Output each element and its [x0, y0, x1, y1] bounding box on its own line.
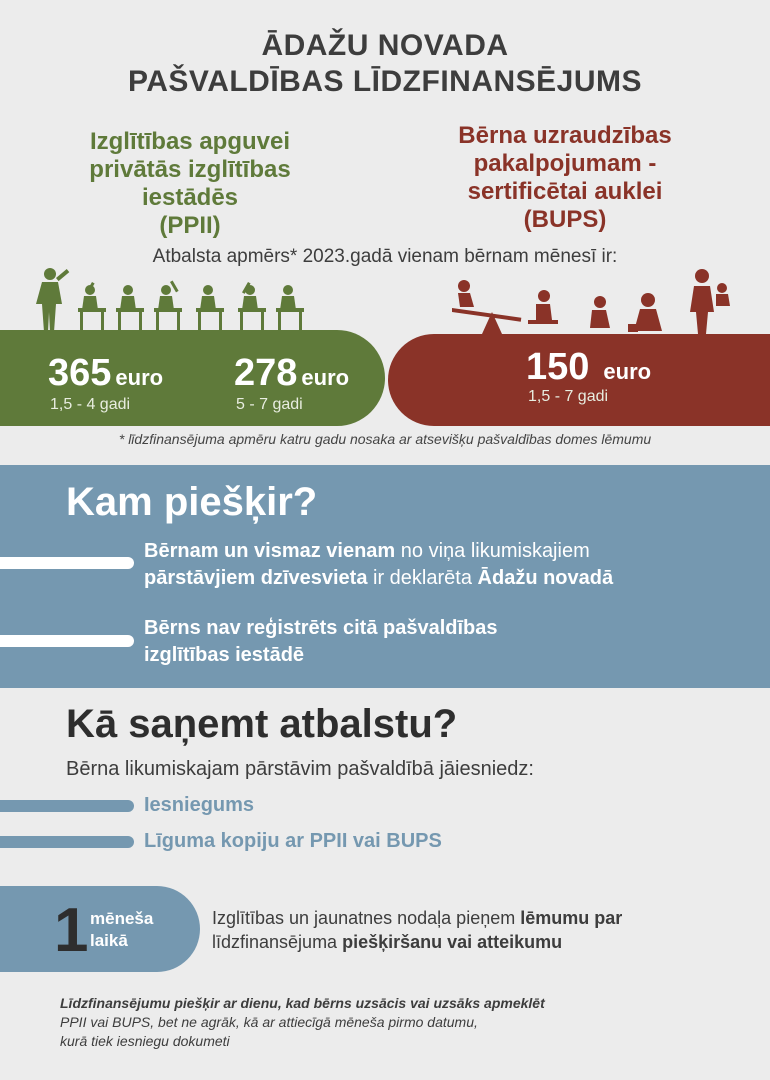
bups-heading-line: pakalpojumam - — [473, 150, 657, 177]
eligibility-item-1 — [144, 538, 754, 592]
text-line: Bērns nav reģistrēts citā pašvaldības — [144, 617, 498, 639]
page-title — [0, 28, 770, 100]
month-label — [90, 908, 153, 952]
final-note — [60, 994, 720, 1051]
amount-value: 150 — [526, 346, 590, 388]
bold-text: Ādažu novadā — [477, 567, 614, 589]
bullet-bar — [0, 635, 134, 647]
bups-heading-line: Bērna uzraudzības — [458, 122, 672, 149]
amount-365 — [48, 352, 163, 395]
month-label-line: laikā — [90, 931, 128, 950]
final-note-line: Līdzfinansējumu piešķir ar dienu, kad bērns uzsācis vai uzsāks apmeklēt — [60, 995, 545, 1011]
text: līdzfinansējuma — [212, 932, 343, 952]
bups-heading — [420, 122, 710, 234]
text-line: izglītības iestādē — [144, 644, 305, 666]
ppii-heading-line: privātās izglītības — [89, 156, 291, 183]
ppii-heading — [40, 128, 340, 240]
ppii-heading-line: iestādēs — [141, 184, 239, 211]
eligibility-heading: Kam piešķir? — [66, 480, 318, 524]
bups-heading-line: (BUPS) — [523, 206, 607, 233]
amount-150 — [526, 346, 651, 389]
bullet-bar — [0, 800, 134, 812]
school-children-illustration-icon — [30, 264, 320, 334]
age-range: 1,5 - 4 gadi — [50, 396, 131, 413]
required-document: Līguma kopiju ar PPII vai BUPS — [144, 830, 442, 852]
how-intro: Bērna likumiskajam pārstāvim pašvaldībā jāiesniedz: — [66, 758, 534, 780]
amount-unit: euro — [115, 365, 164, 390]
text: no viņa likumiskajiem — [395, 540, 590, 562]
how-heading: Kā saņemt atbalstu? — [66, 702, 458, 746]
ppii-heading-line: (PPII) — [159, 212, 221, 239]
ppii-heading-line: Izglītības apguvei — [89, 128, 291, 155]
bold-text: Bērnam un vismaz vienam — [144, 540, 396, 562]
eligibility-item-2 — [144, 615, 744, 669]
footnote: * līdzfinansējuma apmēru katru gadu nosaka ar atsevišķu pašvaldības domes lēmumu — [118, 431, 652, 447]
month-number: 1 — [54, 896, 89, 965]
playground-children-illustration-icon — [452, 266, 737, 336]
final-note-line: kurā tiek iesniegu dokumeti — [60, 1033, 230, 1049]
decision-text — [212, 906, 752, 954]
month-label-line: mēneša — [90, 909, 154, 928]
required-document: Iesniegums — [144, 794, 255, 816]
support-amount-line: Atbalsta apmērs* 2023.gadā vienam bērnam mēnesī ir: — [152, 246, 618, 267]
text: Izglītības un jaunatnes nodaļa pieņem — [212, 908, 521, 928]
bold-text: piešķiršanu vai atteikumu — [342, 932, 563, 952]
title-line-1: ĀDAŽU NOVADA — [261, 29, 509, 62]
amount-value: 365 — [48, 352, 112, 394]
title-line-2: PAŠVALDĪBAS LĪDZFINANSĒJUMS — [127, 65, 643, 98]
bold-text: pārstāvjiem dzīvesvieta — [144, 567, 368, 589]
bullet-bar — [0, 836, 134, 848]
age-range: 1,5 - 7 gadi — [528, 388, 609, 405]
text: ir deklarēta — [367, 567, 478, 589]
amount-278 — [234, 352, 349, 395]
bups-heading-line: sertificētai auklei — [467, 178, 663, 205]
bullet-bar — [0, 557, 134, 569]
amount-value: 278 — [234, 352, 298, 394]
final-note-line: PPII vai BUPS, bet ne agrāk, kā ar attiecīgā mēneša pirmo datumu, — [60, 1014, 478, 1030]
amount-unit: euro — [301, 365, 350, 390]
bold-text: lēmumu par — [520, 908, 623, 928]
age-range: 5 - 7 gadi — [236, 396, 303, 413]
amount-unit: euro — [603, 359, 652, 384]
